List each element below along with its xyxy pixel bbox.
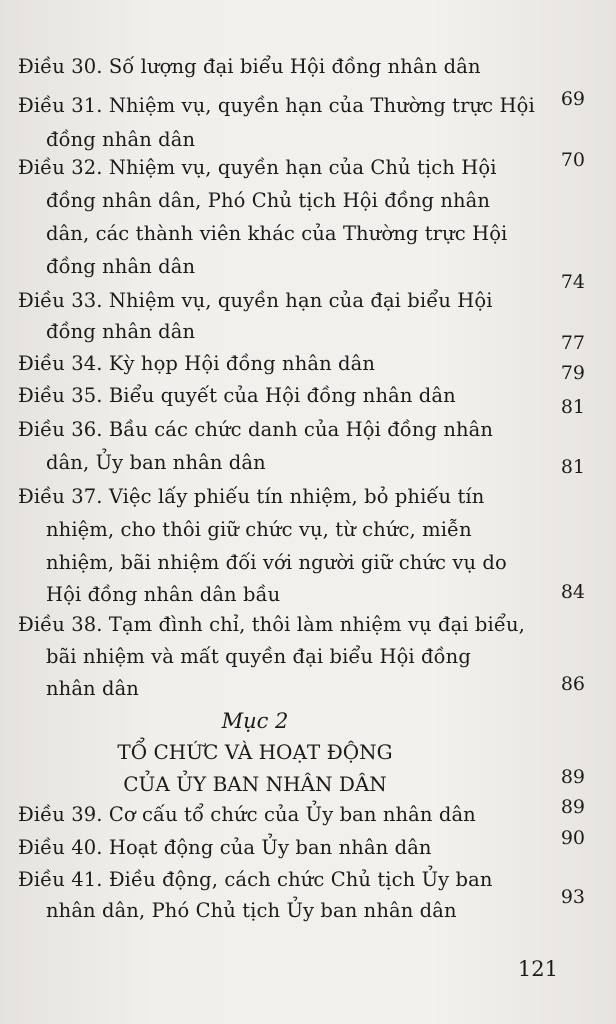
toc-entry-31: Điều 31. Nhiệm vụ, quyền hạn của Thường trực Hội <box>18 94 535 117</box>
page-number: 89 <box>560 766 585 788</box>
toc-entry-38: Điều 38. Tạm đình chỉ, thôi làm nhiệm vụ đại biểu, <box>18 613 525 636</box>
page-number: 74 <box>560 271 585 293</box>
section-title: CỦA ỦY BAN NHÂN DÂN <box>123 772 387 796</box>
toc-entry-32-cont: dân, các thành viên khác của Thường trực Hội <box>46 222 508 245</box>
toc-entry-40: Điều 40. Hoạt động của Ủy ban nhân dân <box>18 836 432 859</box>
page-number: 90 <box>560 827 585 849</box>
page-number: 84 <box>560 581 585 603</box>
toc-entry-34: Điều 34. Kỳ họp Hội đồng nhân dân <box>18 352 376 375</box>
page-number: 93 <box>560 886 585 908</box>
toc-entry-32-cont: đồng nhân dân, Phó Chủ tịch Hội đồng nhân <box>46 189 491 212</box>
folio-page-number: 121 <box>517 957 558 981</box>
toc-entry-33-cont: đồng nhân dân <box>46 320 196 343</box>
toc-entry-38-cont: nhân dân <box>46 677 139 700</box>
section-label: Mục 2 <box>221 709 289 733</box>
toc-entry-31-cont: đồng nhân dân <box>46 128 196 151</box>
page-number: 79 <box>560 362 585 384</box>
toc-entry-37-cont: nhiệm, bãi nhiệm đối với người giữ chức vụ do <box>46 551 507 574</box>
toc-entry-32: Điều 32. Nhiệm vụ, quyền hạn của Chủ tịch Hội <box>18 156 497 179</box>
toc-entry-38-cont: bãi nhiệm và mất quyền đại biểu Hội đồng <box>46 645 471 668</box>
page-number: 81 <box>560 456 585 478</box>
toc-entry-33: Điều 33. Nhiệm vụ, quyền hạn của đại biểu Hội <box>18 289 493 312</box>
page-number: 77 <box>560 332 585 354</box>
toc-entry-35: Điều 35. Biểu quyết của Hội đồng nhân dân <box>18 384 456 407</box>
toc-entry-37-cont: nhiệm, cho thôi giữ chức vụ, từ chức, miễn <box>46 518 472 541</box>
toc-entry-41-cont: nhân dân, Phó Chủ tịch Ủy ban nhân dân <box>46 899 457 922</box>
page-number: 81 <box>560 396 585 418</box>
toc-entry-36-cont: dân, Ủy ban nhân dân <box>46 451 266 474</box>
section-title: TỔ CHỨC VÀ HOẠT ĐỘNG <box>117 740 393 764</box>
page-number: 69 <box>560 88 585 110</box>
toc-entry-39: Điều 39. Cơ cấu tổ chức của Ủy ban nhân dân <box>18 803 476 826</box>
toc-entry-36: Điều 36. Bầu các chức danh của Hội đồng nhân <box>18 418 494 441</box>
toc-entry-37-cont: Hội đồng nhân dân bầu <box>46 583 281 606</box>
toc-entry-32-cont: đồng nhân dân <box>46 255 196 278</box>
page-number: 86 <box>560 673 585 695</box>
page-number: 70 <box>560 149 585 171</box>
page-number: 89 <box>560 796 585 818</box>
toc-entry-30: Điều 30. Số lượng đại biểu Hội đồng nhân dân <box>18 55 481 78</box>
toc-entry-37: Điều 37. Việc lấy phiếu tín nhiệm, bỏ phiếu tín <box>18 485 485 508</box>
toc-entry-41: Điều 41. Điều động, cách chức Chủ tịch Ủy ban <box>18 868 493 891</box>
